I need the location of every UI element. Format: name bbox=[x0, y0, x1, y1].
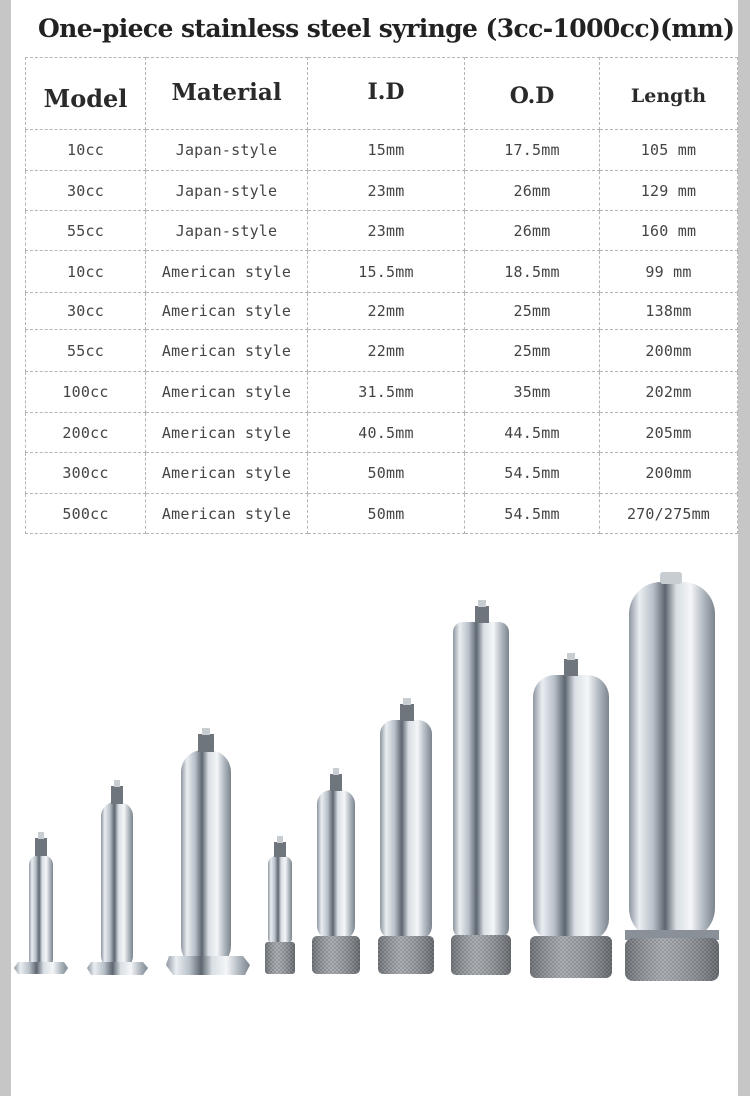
cell-id: 31.5mm bbox=[308, 372, 465, 413]
cell-od: 26mm bbox=[465, 211, 600, 251]
cell-model: 55cc bbox=[26, 330, 146, 372]
syringe-american-10cc bbox=[265, 836, 295, 974]
cell-model: 30cc bbox=[26, 293, 146, 330]
cell-id: 23mm bbox=[308, 211, 465, 251]
table-row bbox=[26, 494, 738, 534]
cell-id: 40.5mm bbox=[308, 413, 465, 453]
cell-od: 54.5mm bbox=[465, 494, 600, 534]
syringe-american-300cc bbox=[625, 572, 719, 981]
cell-length: 138mm bbox=[600, 293, 738, 330]
header-model: Model bbox=[26, 58, 146, 130]
cell-od: 35mm bbox=[465, 372, 600, 413]
cell-material: American style bbox=[146, 372, 308, 413]
cell-length: 105 mm bbox=[600, 130, 738, 171]
syringe-american-55cc bbox=[378, 698, 434, 974]
cell-material: American style bbox=[146, 413, 308, 453]
table-row bbox=[26, 171, 738, 211]
cell-id: 23mm bbox=[308, 171, 465, 211]
product-spec-page bbox=[11, 0, 738, 1096]
table-row bbox=[26, 453, 738, 494]
cell-id: 22mm bbox=[308, 293, 465, 330]
cell-model: 300cc bbox=[26, 453, 146, 494]
spec-table bbox=[25, 57, 738, 534]
header-inner-diameter: I.D bbox=[308, 58, 465, 130]
cell-material: American style bbox=[146, 494, 308, 534]
syringe-japan-30cc bbox=[87, 780, 148, 975]
cell-material: American style bbox=[146, 251, 308, 293]
cell-od: 18.5mm bbox=[465, 251, 600, 293]
table-header-row bbox=[26, 58, 738, 130]
cell-od: 25mm bbox=[465, 330, 600, 372]
cell-id: 15.5mm bbox=[308, 251, 465, 293]
header-outer-diameter: O.D bbox=[465, 58, 600, 130]
cell-model: 55cc bbox=[26, 211, 146, 251]
cell-length: 99 mm bbox=[600, 251, 738, 293]
table-row bbox=[26, 413, 738, 453]
cell-model: 500cc bbox=[26, 494, 146, 534]
cell-model: 10cc bbox=[26, 130, 146, 171]
cell-model: 100cc bbox=[26, 372, 146, 413]
syringe-japan-10cc bbox=[14, 832, 68, 974]
cell-material: American style bbox=[146, 330, 308, 372]
table-row bbox=[26, 330, 738, 372]
syringe-american-100cc bbox=[451, 600, 511, 975]
table-row bbox=[26, 372, 738, 413]
syringe-japan-55cc bbox=[166, 728, 250, 975]
table-row bbox=[26, 251, 738, 293]
cell-id: 50mm bbox=[308, 453, 465, 494]
syringe-american-200cc bbox=[530, 653, 612, 978]
cell-length: 200mm bbox=[600, 330, 738, 372]
cell-length: 202mm bbox=[600, 372, 738, 413]
cell-od: 17.5mm bbox=[465, 130, 600, 171]
cell-material: American style bbox=[146, 453, 308, 494]
cell-material: Japan-style bbox=[146, 130, 308, 171]
cell-od: 44.5mm bbox=[465, 413, 600, 453]
cell-model: 200cc bbox=[26, 413, 146, 453]
syringe-american-30cc bbox=[312, 768, 360, 974]
cell-length: 200mm bbox=[600, 453, 738, 494]
header-length: Length bbox=[600, 58, 738, 130]
table-row bbox=[26, 293, 738, 330]
cell-model: 30cc bbox=[26, 171, 146, 211]
table-row bbox=[26, 130, 738, 171]
cell-od: 54.5mm bbox=[465, 453, 600, 494]
cell-id: 22mm bbox=[308, 330, 465, 372]
cell-material: American style bbox=[146, 293, 308, 330]
cell-material: Japan-style bbox=[146, 211, 308, 251]
page-title: One-piece stainless steel syringe (3cc-1000cc)(mm) bbox=[38, 14, 735, 43]
cell-id: 15mm bbox=[308, 130, 465, 171]
table-row bbox=[26, 211, 738, 251]
cell-length: 205mm bbox=[600, 413, 738, 453]
cell-material: Japan-style bbox=[146, 171, 308, 211]
cell-length: 129 mm bbox=[600, 171, 738, 211]
cell-od: 26mm bbox=[465, 171, 600, 211]
cell-od: 25mm bbox=[465, 293, 600, 330]
cell-length: 160 mm bbox=[600, 211, 738, 251]
header-material: Material bbox=[146, 58, 308, 130]
cell-model: 10cc bbox=[26, 251, 146, 293]
cell-id: 50mm bbox=[308, 494, 465, 534]
cell-length: 270/275mm bbox=[600, 494, 738, 534]
product-photo bbox=[11, 560, 738, 990]
